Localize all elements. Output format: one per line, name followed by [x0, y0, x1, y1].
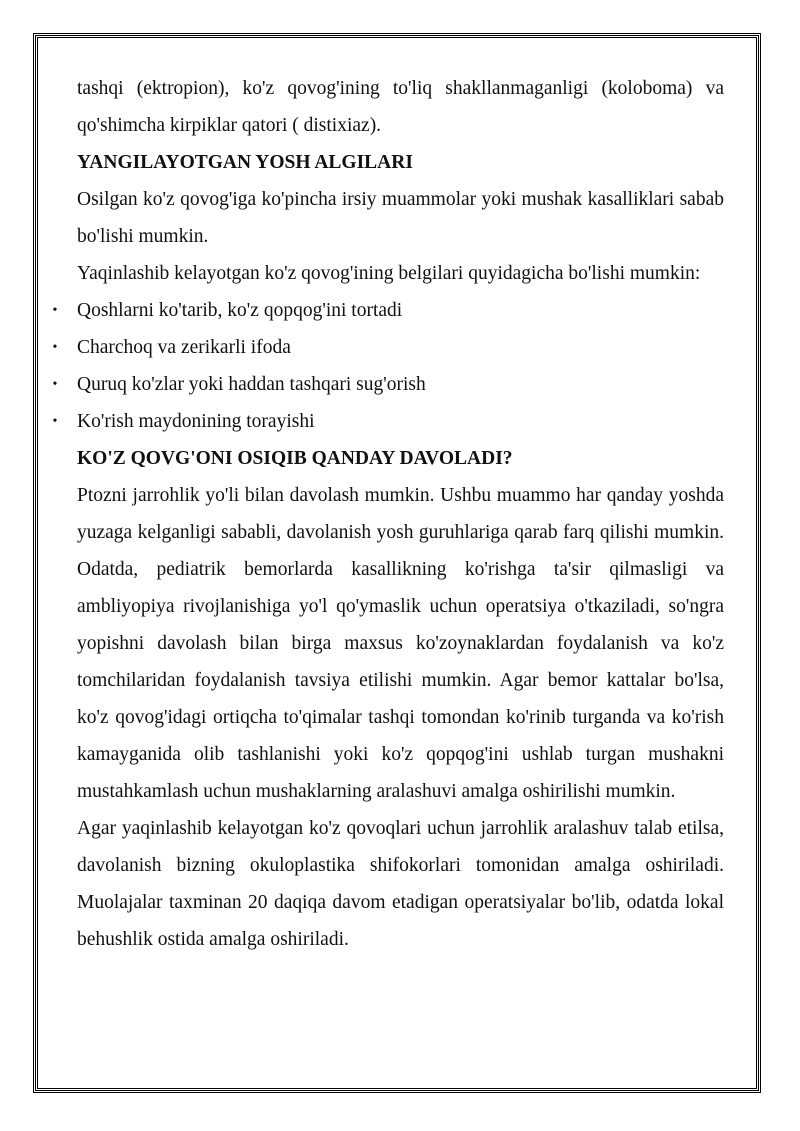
paragraph-causes: Osilgan ko'z qovog'iga ko'pincha irsiy muammolar yoki mushak kasalliklari sabab bo'lishi mumkin.: [77, 189, 724, 247]
list-item: [52, 329, 724, 366]
paragraph-signs-intro: Yaqinlashib kelayotgan ko'z qovog'ining belgilari quyidagicha bo'lishi mumkin:: [77, 263, 701, 284]
list-item-text: Qoshlarni ko'tarib, ko'z qopqog'ini tortadi: [77, 300, 403, 321]
bullet-icon: •: [52, 414, 58, 429]
list-item-text: Quruq ko'zlar yoki haddan tashqari sug'orish: [77, 374, 426, 395]
paragraph-surgery: Agar yaqinlashib kelayotgan ko'z qovoqlari uchun jarrohlik aralashuv talab etilsa, davolanish bizning okuloplastika shifokorlari tomonidan amalga oshiriladi. Muolajalar taxminan 20 daqiqa davom etadigan operatsiyalar bo'lib, odatda lokal behushlik ostida amalga oshiriladi.: [77, 818, 724, 950]
list-item-text: Ko'rish maydonining torayishi: [77, 411, 315, 432]
section-heading-symptoms: YANGILAYOTGAN YOSH ALGILARI: [77, 152, 413, 173]
list-item-text: Charchoq va zerikarli ifoda: [77, 337, 291, 358]
document-body: [52, 70, 724, 958]
list-item: [52, 403, 724, 440]
bullet-icon: •: [52, 303, 58, 318]
bullet-icon: •: [52, 340, 58, 355]
bullet-icon: •: [52, 377, 58, 392]
paragraph-intro: tashqi (ektropion), ko'z qovog'ining to'liq shakllanmaganligi (koloboma) va qo'shimcha kirpiklar qatori ( distixiaz).: [77, 78, 724, 136]
paragraph-treatment: Ptozni jarrohlik yo'li bilan davolash mumkin. Ushbu muammo har qanday yoshda yuzaga kelganligi sababli, davolanish yosh guruhlariga qarab farq qilishi mumkin. Odatda, pediatrik bemorlarda kasallikning ko'rishga ta'sir qilmasligi va ambliyopiya rivojlanishiga yo'l qo'ymaslik uchun operatsiya o'tkaziladi, so'ngra yopishni davolash bilan birga maxsus ko'zoynaklardan foydalanish va ko'z tomchilaridan foydalanish tavsiya etilishi mumkin. Agar bemor kattalar bo'lsa, ko'z qovog'idagi ortiqcha to'qimalar tashqi tomondan ko'rinib turganda va ko'rish kamayganida olib tashlanishi yoki ko'z qopqog'ini ushlab turgan mushakni mustahkamlash uchun mushaklarning aralashuvi amalga oshirilishi mumkin.: [77, 485, 724, 802]
section-heading-treatment: KO'Z QOVG'ONI OSIQIB QANDAY DAVOLADI?: [77, 448, 513, 469]
list-item: [52, 366, 724, 403]
list-item: [52, 292, 724, 329]
symptom-list: [52, 292, 724, 440]
